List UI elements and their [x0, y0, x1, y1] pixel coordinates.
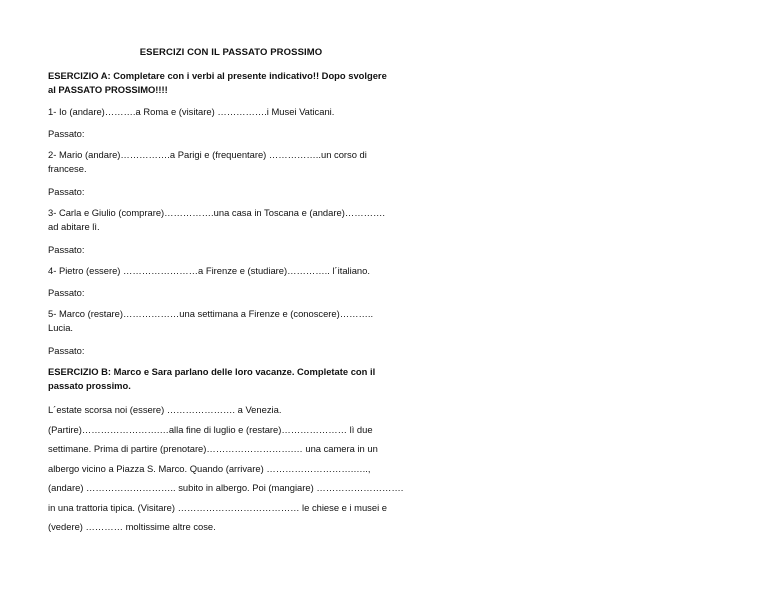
exercise-item-3	[48, 206, 393, 234]
esercizio-a-heading	[48, 69, 393, 97]
exercise-item-2-line1: 2- Mario (andare)…………….a Parigi e (frequentare) ……………..un corso di	[48, 149, 367, 160]
exercise-item-4-line1: 4- Pietro (essere) ……………………a Firenze e (studiare)………….. l´italiano.	[48, 265, 370, 276]
passato-label-5: Passato:	[48, 345, 85, 356]
exercise-item-3-line2: ad abitare lì.	[48, 221, 100, 232]
paragraph-line-4: albergo vicino a Piazza S. Marco. Quando (arrivare) ……………………….…..,	[48, 462, 371, 474]
esercizio-b-heading-line2: passato prossimo.	[48, 380, 131, 391]
esercizio-a-heading-line2: al PASSATO PROSSIMO!!!!	[48, 84, 168, 95]
paragraph-line-2: (Partire)…………………….…alla fine di luglio e (restare)………………… lì due	[48, 423, 373, 435]
esercizio-b-heading-line1: ESERCIZIO B: Marco e Sara parlano delle loro vacanze. Completate con il	[48, 366, 376, 377]
paragraph-line-1: L´estate scorsa noi (essere) …………………. a Venezia.	[48, 404, 282, 415]
exercise-item-1-line1: 1- Io (andare)……….a Roma e (visitare) …………….i Musei Vaticani.	[48, 106, 335, 117]
passato-label-3: Passato:	[48, 244, 85, 255]
passato-label-2: Passato:	[48, 186, 85, 197]
exercise-item-5-line2: Lucia.	[48, 322, 74, 333]
paragraph-line-3: settimane. Prima di partire (prenotare)……………………….… una camera in un	[48, 443, 378, 454]
exercise-item-3-line1: 3- Carla e Giulio (comprare)…………….una casa in Toscana e (andare)………….	[48, 207, 385, 218]
exercise-item-5	[48, 307, 393, 335]
exercise-item-5-line1: 5- Marco (restare)………………una settimana a Firenze e (conoscere)………..	[48, 308, 374, 319]
paragraph-line-6: in una trattoria tipica. (Visitare) ………………………………… le chiese e i musei e	[48, 501, 387, 513]
passato-label-1: Passato:	[48, 128, 85, 139]
page-title: ESERCIZI CON IL PASSATO PROSSIMO	[139, 47, 323, 58]
paragraph-line-5: (andare) ……………………….. subito in albergo. Poi (mangiare) ……………………….	[48, 482, 404, 493]
exercise-item-2-line2: francese.	[48, 163, 87, 174]
esercizio-a-heading-line1: ESERCIZIO A: Completare con i verbi al presente indicativo!! Dopo svolgere	[48, 70, 387, 81]
paragraph-line-7: (vedere) ………… moltissime altre cose.	[48, 521, 216, 532]
exercise-item-1	[48, 105, 393, 119]
esercizio-b-paragraph	[48, 400, 404, 537]
esercizio-b-heading	[48, 365, 393, 393]
passato-label-4: Passato:	[48, 287, 85, 298]
exercise-item-2	[48, 148, 393, 176]
exercise-item-4	[48, 264, 393, 278]
